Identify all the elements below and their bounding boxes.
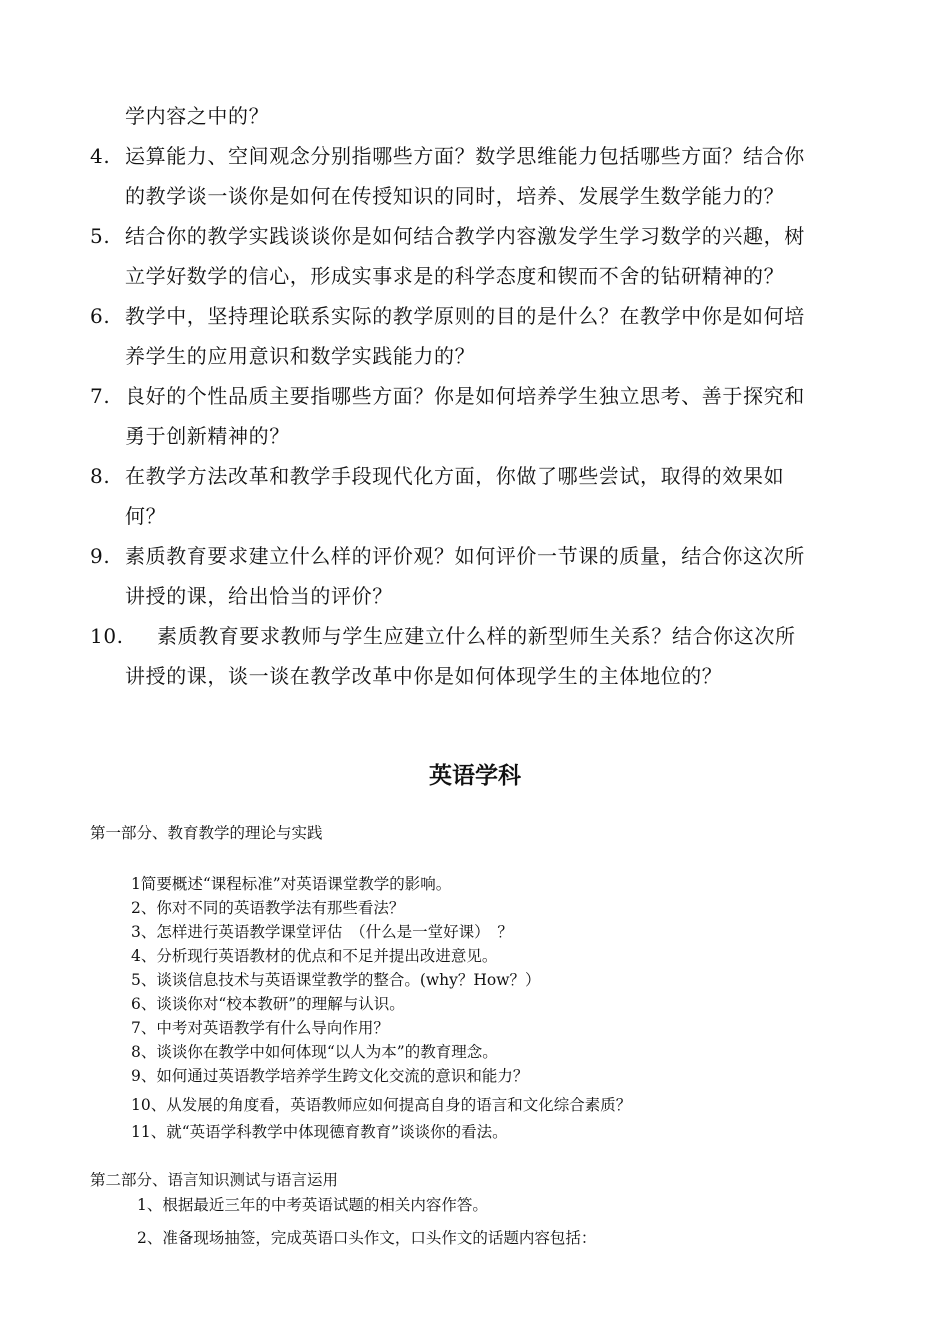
question-3-continuation: 学内容之中的？ — [125, 104, 270, 128]
part1-heading: 第一部分、教育教学的理论与实践 — [90, 824, 323, 842]
question-number: 7. — [90, 384, 111, 408]
question-text-line1: 良好的个性品质主要指哪些方面？你是如何培养学生独立思考、善于探究和 — [125, 384, 805, 408]
question-text-line2: 勇于创新精神的？ — [125, 424, 290, 448]
question-text-line2: 养学生的应用意识和数学实践能力的？ — [125, 344, 476, 368]
question-text-line1: 在教学方法改革和教学手段现代化方面，你做了哪些尝试，取得的效果如 — [125, 464, 785, 488]
question-text-line1: 运算能力、空间观念分别指哪些方面？数学思维能力包括哪些方面？结合你 — [125, 144, 805, 168]
list-item: 5、谈谈信息技术与英语课堂教学的整合。(why？How？） — [131, 971, 541, 989]
list-item: 6、谈谈你对“校本教研”的理解与认识。 — [131, 995, 405, 1013]
question-number: 4. — [90, 144, 111, 168]
question-number: 10. — [90, 624, 124, 648]
list-item: 8、谈谈你在教学中如何体现“以人为本”的教育理念。 — [131, 1043, 498, 1061]
section-title: 英语学科 — [429, 763, 521, 789]
list-item: 2、你对不同的英语教学法有那些看法？ — [131, 899, 405, 917]
question-number: 9. — [90, 544, 111, 568]
list-item: 9、如何通过英语教学培养学生跨文化交流的意识和能力？ — [131, 1067, 529, 1085]
question-number: 5. — [90, 224, 111, 248]
list-item: 10、从发展的角度看，英语教师应如何提高自身的语言和文化综合素质？ — [131, 1096, 632, 1114]
list-item: 1简要概述“课程标准”对英语课堂教学的影响。 — [131, 875, 452, 893]
question-text-line1: 素质教育要求建立什么样的评价观？如何评价一节课的质量，结合你这次所 — [125, 544, 805, 568]
list-item: 7、中考对英语教学有什么导向作用？ — [131, 1019, 389, 1037]
list-item: 2、准备现场抽签，完成英语口头作文，口头作文的话题内容包括： — [137, 1229, 597, 1247]
question-text-line2: 何？ — [125, 504, 167, 528]
question-number: 6. — [90, 304, 111, 328]
question-text-line1: 结合你的教学实践谈谈你是如何结合教学内容激发学生学习数学的兴趣，树 — [125, 224, 805, 248]
question-number: 8. — [90, 464, 111, 488]
list-item: 11、就“英语学科教学中体现德育教育”谈谈你的看法。 — [131, 1123, 508, 1141]
question-text-line2: 讲授的课，谈一谈在教学改革中你是如何体现学生的主体地位的？ — [125, 664, 723, 688]
question-text-line2: 讲授的课，给出恰当的评价？ — [125, 584, 393, 608]
question-text-line2: 立学好数学的信心，形成实事求是的科学态度和锲而不舍的钻研精神的？ — [125, 264, 785, 288]
list-item: 1、根据最近三年的中考英语试题的相关内容作答。 — [137, 1196, 488, 1214]
list-item: 4、分析现行英语教材的优点和不足并提出改进意见。 — [131, 947, 498, 965]
part2-heading: 第二部分、语言知识测试与语言运用 — [90, 1171, 339, 1189]
question-text-line2: 的教学谈一谈你是如何在传授知识的同时，培养、发展学生数学能力的？ — [125, 184, 785, 208]
list-item: 3、怎样进行英语教学课堂评估 （什么是一堂好课） ？ — [131, 923, 513, 941]
question-text-line1: 教学中，坚持理论联系实际的教学原则的目的是什么？在教学中你是如何培 — [125, 304, 805, 328]
question-text-line1: 素质教育要求教师与学生应建立什么样的新型师生关系？结合你这次所 — [157, 624, 796, 648]
